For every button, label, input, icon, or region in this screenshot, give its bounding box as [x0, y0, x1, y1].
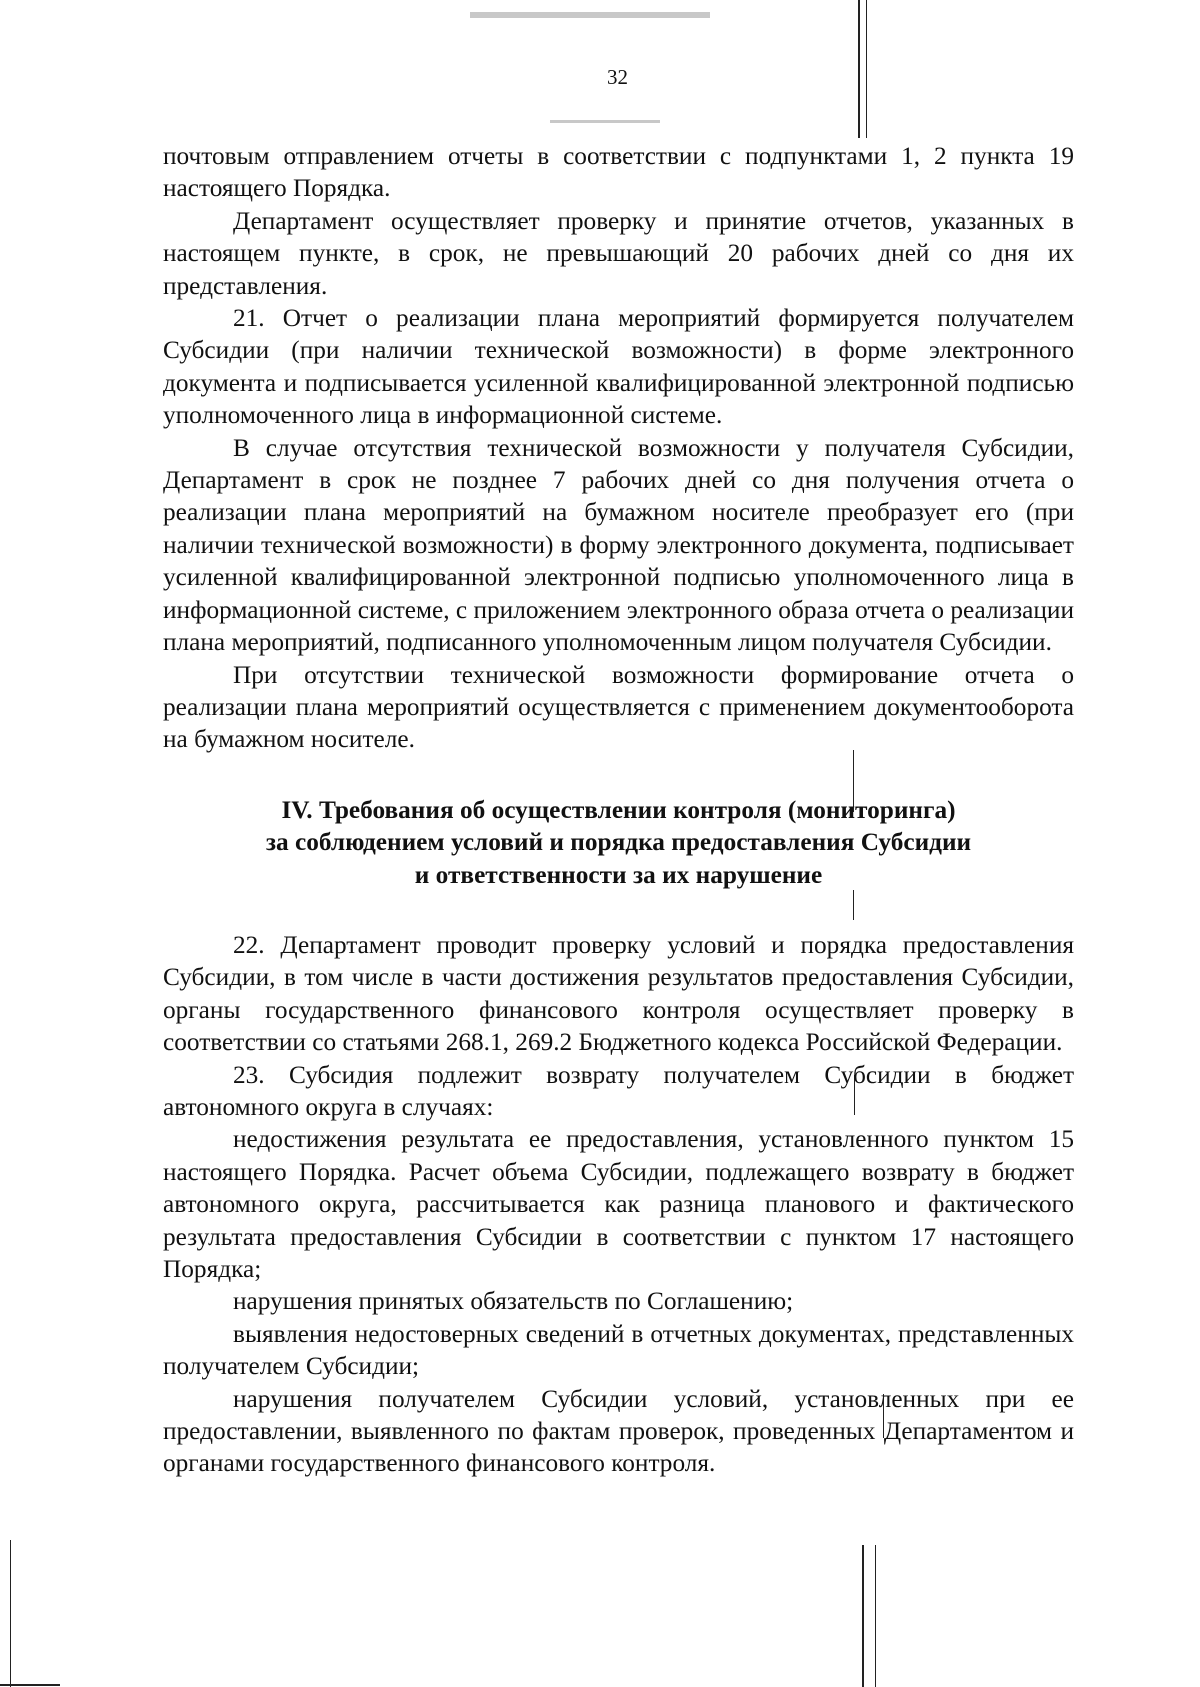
paragraph: При отсутствии технической возможности формирование отчета о реализации плана мероприятий осуществляется с применением документооборота на бумажном носителе. [163, 660, 1074, 754]
paragraph: почтовым отправлением отчеты в соответствии с подпунктами 1, 2 пункта 19 настоящего Порядка. [163, 142, 1074, 203]
section-heading-line: за соблюдением условий и порядка предоставления Субсидии [265, 828, 972, 857]
paragraph: нарушения принятых обязательств по Соглашению; [233, 1287, 794, 1316]
paragraph: 22. Департамент проводит проверку условий и порядка предоставления Субсидии, в том числе в части достижения результатов предоставления Субсидии, органы государственного финансового контроля осуществляет проверку в соответствии со статьями 268.1, 269.2 Бюджетного кодекса Российской Федерации. [163, 930, 1074, 1057]
paragraph: 23. Субсидия подлежит возврату получателем Субсидии в бюджет автономного округа в случаях: [163, 1060, 1074, 1121]
section-heading-line: IV. Требования об осуществлении контроля (мониторинга) [281, 795, 956, 824]
scan-line-bottom-right-2 [875, 1545, 876, 1687]
document-body [163, 140, 1074, 1480]
paragraph: В случае отсутствия технической возможности у получателя Субсидии, Департамент в срок не позднее 7 рабочих дней со дня получения отчета о реализации плана мероприятий на бумажном носителе преобразует его (при наличии технической возможности) в форму электронного документа, подписывает усиленной квалифицированной электронной подписью уполномоченного лица в информационной системе, с приложением электронного образа отчета о реализации плана мероприятий, подписанного уполномоченным лицом получателя Субсидии. [163, 433, 1074, 657]
scan-smudge-small [550, 120, 660, 123]
paragraph: выявления недостоверных сведений в отчетных документах, представленных получателем Субсидии; [163, 1319, 1074, 1381]
section-heading-line: и ответственности за их нарушение [414, 860, 823, 889]
page-number: 32 [607, 65, 628, 89]
paragraph: Департамент осуществляет проверку и принятие отчетов, указанных в настоящем пункте, в срок, не превышающий 20 рабочих дней со дня их представления. [163, 206, 1074, 300]
scan-line-bottom-right [862, 1545, 864, 1687]
paragraph: 21. Отчет о реализации плана мероприятий формируется получателем Субсидии (при наличии технической возможности) в форме электронного документа и подписывается усиленной квалифицированной электронной подписью уполномоченного лица в информационной системе. [163, 304, 1074, 430]
paragraph: недостижения результата ее предоставления, установленного пунктом 15 настоящего Порядка. Расчет объема Субсидии, подлежащего возврату в бюджет автономного округа, рассчитывается как разница планового и фактического результата предоставления Субсидии в соответствии с пунктом 17 настоящего Порядка; [163, 1125, 1074, 1283]
scan-smudge-top [470, 12, 710, 18]
scan-line-bottom-edge [0, 1684, 60, 1686]
scan-line-left-bottom [10, 1540, 11, 1687]
section-heading [163, 756, 1074, 929]
paragraph: нарушения получателем Субсидии условий, установленных при ее предоставлении, выявленного по фактам проверок, проведенных Департаментом и органами государственного финансового контроля. [163, 1384, 1074, 1478]
